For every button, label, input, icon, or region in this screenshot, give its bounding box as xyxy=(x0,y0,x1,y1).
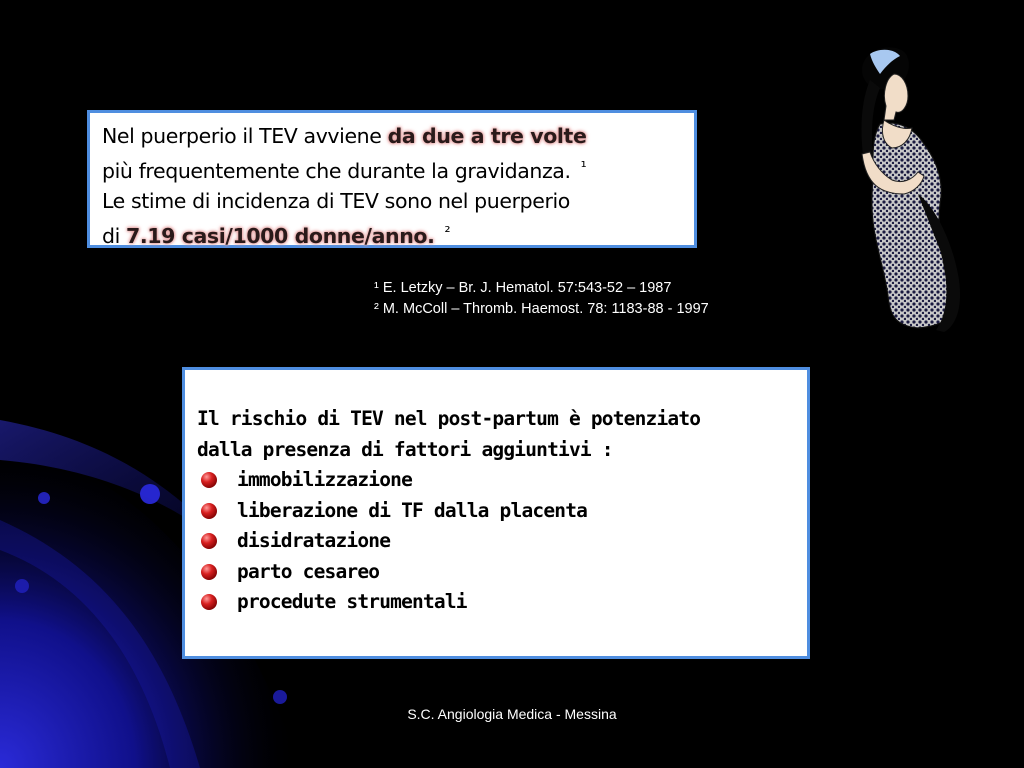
risk-intro-line-2: dalla presenza di fattori aggiuntivi : xyxy=(197,437,613,461)
text-line-2 xyxy=(102,152,682,187)
highlight-incidence-rate: 7.19 casi/1000 donne/anno. xyxy=(126,223,435,248)
reference-marker-1: ¹ xyxy=(580,157,587,176)
highlight-frequency: da due a tre volte xyxy=(387,124,587,148)
risk-intro-line-1: Il rischio di TEV nel post-partum è potenziato xyxy=(197,407,701,430)
pregnant-woman-illustration xyxy=(840,44,970,336)
list-item-label: procedute strumentali xyxy=(237,590,467,613)
list-item-label: disidratazione xyxy=(237,529,391,552)
text-line-2-text: più frequentemente che durante la gravidanza. xyxy=(102,158,571,183)
reference-2: ² M. McColl – Thromb. Haemost. 78: 1183-88 - 1997 xyxy=(374,301,709,317)
red-sphere-bullet-icon xyxy=(201,472,217,488)
incidence-text-box xyxy=(87,110,697,248)
list-item xyxy=(197,587,797,618)
list-item xyxy=(197,496,797,527)
references xyxy=(374,278,709,320)
text-line-3 xyxy=(102,186,682,217)
red-sphere-bullet-icon xyxy=(201,503,217,519)
text-line-3-text: Le stime di incidenza di TEV sono nel puerperio xyxy=(102,189,570,213)
list-item-label: immobilizzazione xyxy=(237,468,413,491)
list-item-label: parto cesareo xyxy=(237,559,380,583)
risk-factors-box xyxy=(182,367,810,659)
list-item xyxy=(197,526,797,557)
text-line-1-start: Nel puerperio il TEV avviene xyxy=(102,124,388,148)
reference-marker-2: ² xyxy=(444,222,451,241)
text-line-1 xyxy=(102,121,682,152)
red-sphere-bullet-icon xyxy=(201,533,217,549)
list-item xyxy=(197,465,797,496)
text-line-4 xyxy=(102,217,682,252)
reference-1: ¹ E. Letzky – Br. J. Hematol. 57:543-52 – 1987 xyxy=(374,280,672,296)
red-sphere-bullet-icon xyxy=(201,564,217,580)
text-line-4-start: di xyxy=(102,223,127,248)
slide-footer: S.C. Angiologia Medica - Messina xyxy=(407,706,617,722)
red-sphere-bullet-icon xyxy=(201,594,217,610)
list-item xyxy=(197,557,797,588)
list-item-label: liberazione di TF dalla placenta xyxy=(237,498,588,522)
risk-factor-list xyxy=(197,465,797,618)
